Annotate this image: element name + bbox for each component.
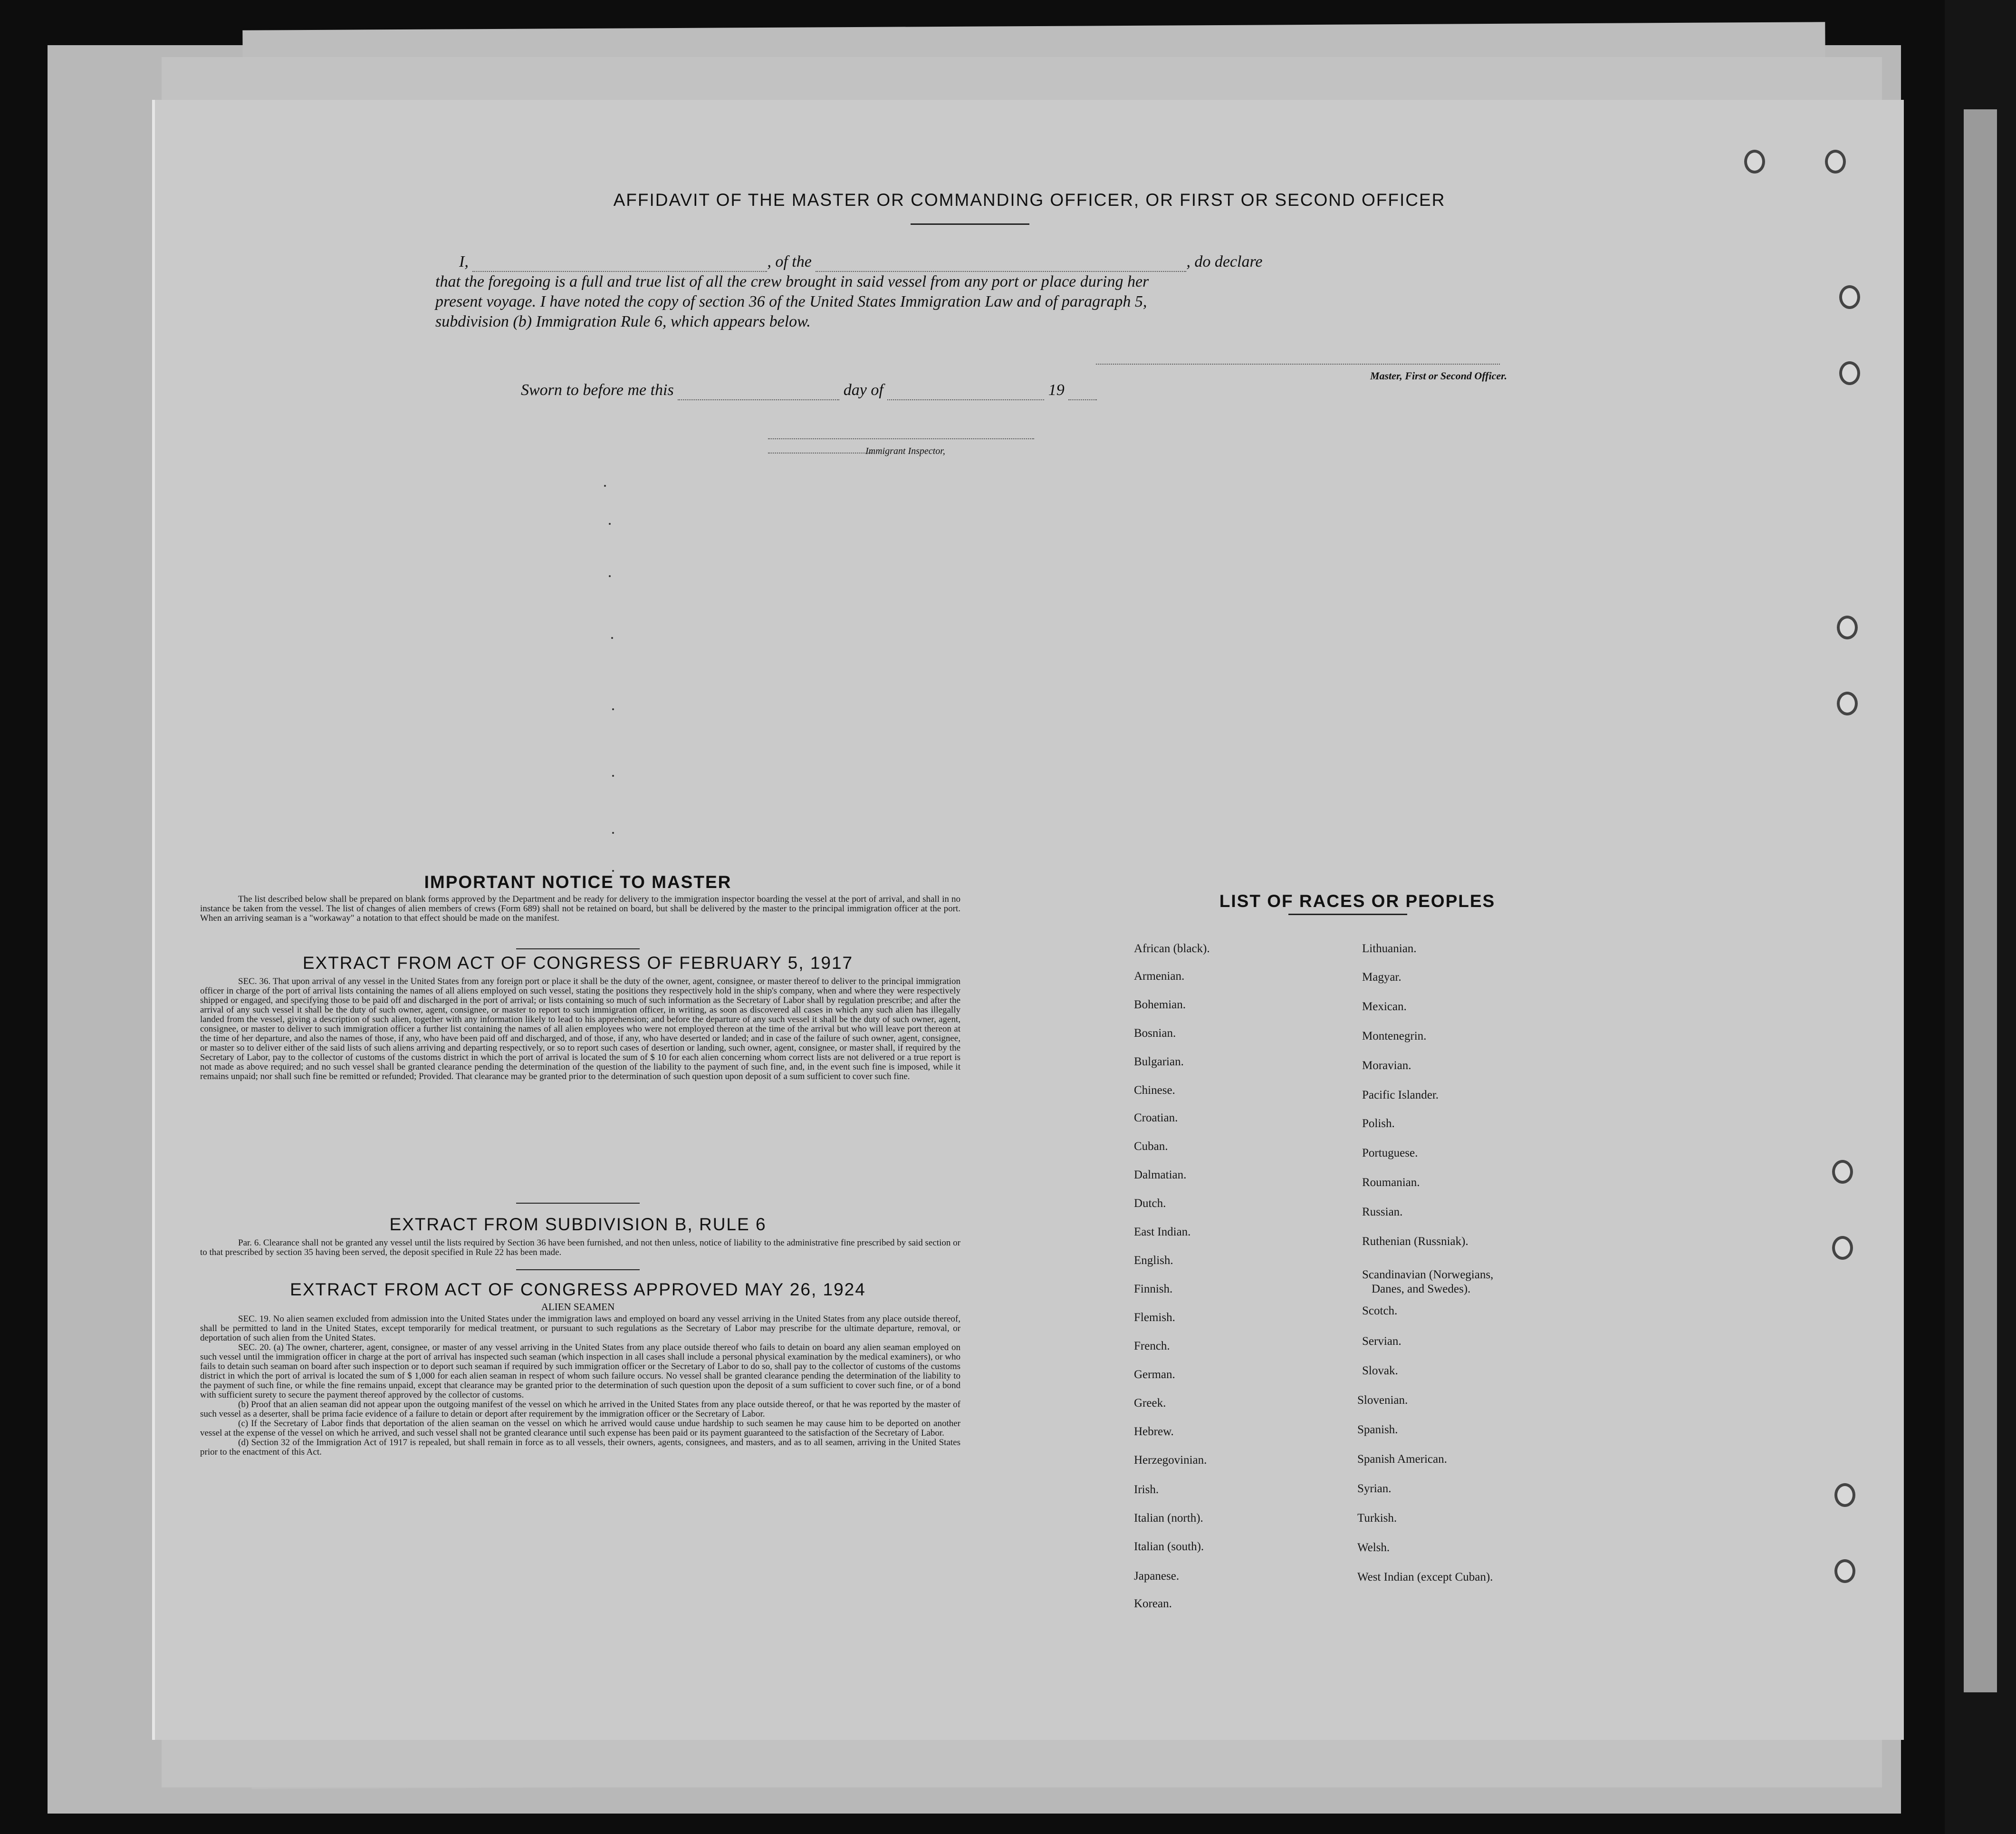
punch-hole: [1834, 1559, 1855, 1583]
extract1924-body: [200, 1314, 960, 1457]
race-item: Dutch.: [1134, 1197, 1166, 1210]
vessel-blank: [816, 259, 1186, 272]
punch-hole: [1832, 1236, 1853, 1260]
signature-line: [1096, 364, 1500, 365]
race-item: German.: [1134, 1368, 1175, 1381]
race-item: Spanish American.: [1357, 1453, 1447, 1466]
divider: [516, 948, 640, 949]
race-item: Hebrew.: [1134, 1425, 1174, 1438]
sec19-para: SEC. 19. No alien seamen excluded from admission into the United States under the immigration laws and employed on board any vessel arriving in the United States from any place outside thereof, shall be permitted to land in the United States, except temporarily for medical treatment, or pursuant to such regulations as the Secretary of Labor may prescribe for the ultimate departure, removal, or deportation of such alien from the United States.: [200, 1314, 960, 1343]
race-item: Pacific Islander.: [1362, 1089, 1439, 1101]
affidavit-line3: present voyage. I have noted the copy of section 36 of the United States Immigration Law and of paragraph 5,: [435, 293, 1147, 310]
affidavit-line4: subdivision (b) Immigration Rule 6, which appears below.: [435, 313, 811, 330]
speck: [609, 575, 611, 577]
race-item: Bohemian.: [1134, 998, 1186, 1011]
speck: [612, 775, 614, 777]
punch-hole: [1744, 150, 1765, 174]
race-item-continuation: Danes, and Swedes).: [1372, 1283, 1471, 1295]
day-blank: [678, 387, 839, 400]
divider: [516, 1269, 640, 1270]
affidavit-line2: that the foregoing is a full and true list of all the crew brought in said vessel from any port or place during her: [435, 273, 1149, 290]
notice-title: IMPORTANT NOTICE TO MASTER: [424, 872, 732, 892]
race-item: Montenegrin.: [1362, 1030, 1427, 1042]
signature-label: Master, First or Second Officer.: [1370, 370, 1507, 382]
sec20c-para: (c) If the Secretary of Labor finds that deportation of the alien seaman on the vessel on which he arrived would cause undue hardship to such seamen he may cause him to be deported on another vessel at the expense of the vessel on which he arrived, and such vessel shall not be granted clearance until such expense has been paid or its payment guaranteed to the satisfaction of the Secretary of Labor.: [200, 1419, 960, 1438]
sec20d-para: (d) Section 32 of the Immigration Act of 1917 is repealed, but shall remain in force as to all vessels, their owners, agents, consignees, and masters, and as to all seamen, arriving in the United States prior to the enactment of this Act.: [200, 1438, 960, 1457]
punch-hole: [1839, 361, 1860, 385]
race-item: Bosnian.: [1134, 1027, 1176, 1040]
race-item: Magyar.: [1362, 971, 1402, 984]
extract1924-subtitle: ALIEN SEAMEN: [541, 1301, 615, 1313]
affidavit-text: [435, 252, 1509, 332]
punch-hole: [1825, 150, 1846, 174]
race-item: Italian (north).: [1134, 1512, 1203, 1525]
speck: [611, 637, 613, 639]
race-item: Turkish.: [1357, 1512, 1397, 1525]
races-title: LIST OF RACES OR PEOPLES: [1219, 891, 1496, 911]
extract1917-body: SEC. 36. That upon arrival of any vessel in the United States from any foreign port or place it shall be the duty of the owner, agent, consignee, or master thereof to deliver to the principal immigration officer in charge of the port of arrival lists containing the names of all aliens employed on such vessel, stating the positions they respectively hold in the ship's company, when and where they were respectively shipped or engaged, and specifying those to be paid off and discharged in the port of arrival; or lists containing so much of such information as the Secretary of Labor shall by regulation prescribe; and after the arrival of any such vessel it shall be the duty of such owner, agent, consignee, or master to report to such immigration officer, in writing, as soon as discovered all cases in which any such alien has illegally landed from the vessel, giving a description of such alien, together with any information likely to lead to his apprehension; and before the departure of any such vessel it shall be the duty of such owner, agent, consignee, or master to deliver to such immigration officer a further list containing the names of all alien employees who were not employed thereon at the time of the arrival but who will leave port thereon at the time of her departure, and also the names of those, if any, who have been paid off and discharged, and of those, if any, who have deserted or landed; and in case of the failure of such owner, agent, consignee, or master so to deliver either of the said lists of such aliens arriving and departing respectively, or so to report such cases of desertion or landing, such owner, agent, consignee, or master shall, if required by the Secretary of Labor, pay to the collector of customs of the customs district in which the port of arrival is located the sum of $ 10 for each alien concerning whom correct lists are not delivered or a true report is not made as above required; and no such vessel shall be granted clearance pending the determination of the question of the liability to the payment of such fine, and, in the event such fine is imposed, while it remains unpaid; nor shall such fine be remitted or refunded; Provided. That clearance may be granted prior to the determination of such question upon deposit of a sum sufficient to cover such fine.: [200, 976, 960, 1081]
race-item: Japanese.: [1134, 1570, 1180, 1583]
races-title-rule: [1288, 914, 1407, 915]
race-item: Herzegovinian.: [1134, 1454, 1207, 1467]
race-item: Korean.: [1134, 1597, 1172, 1610]
punch-hole: [1837, 616, 1858, 639]
do-declare-label: , do declare: [1186, 253, 1263, 270]
race-item: Portuguese.: [1362, 1147, 1418, 1159]
race-item: Lithuanian.: [1362, 942, 1417, 955]
race-item: Cuban.: [1134, 1140, 1168, 1153]
binder-edge: [1945, 0, 2016, 1834]
race-item: Chinese.: [1134, 1084, 1175, 1097]
race-item: Mexican.: [1362, 1000, 1407, 1013]
extract1924-title: EXTRACT FROM ACT OF CONGRESS APPROVED MAY 26, 1924: [290, 1280, 866, 1299]
race-item: Croatian.: [1134, 1111, 1178, 1124]
sec20a-para: SEC. 20. (a) The owner, charterer, agent, consignee, or master of any vessel arriving in the United States from any place outside thereof who fails to detain on board any alien seaman employed on such vessel until the immigration officer in charge at the port of arrival has inspected such seaman (which inspection in all cases shall include a personal physical examination by the medical examiners), or who fails to detain such seaman on board after such inspection or to deport such seaman if required by such immigration officer or the Secretary of Labor to do so, shall pay to the collector of customs of the customs district in which the port of arrival is located the sum of $ 1,000 for each alien seaman in respect of whom such failure occurs. No vessel shall be granted clearance pending the determination of the liability to the payment of such fine, or while the fine remains unpaid, except that clearance may be granted prior to the determination of such question upon the deposit of a sum sufficient to cover such fine, or of a bond with sufficient surety to secure the payment thereof approved by the collector of customs.: [200, 1342, 960, 1400]
subdivision-body: Par. 6. Clearance shall not be granted any vessel until the lists required by Section 36 have been furnished, and not then unless, notice of liability to the administrative fine prescribed by said section or to that prescribed by section 35 having been served, the deposit specified in Rule 22 has been made.: [200, 1238, 960, 1257]
punch-hole: [1839, 285, 1860, 309]
race-item: Finnish.: [1134, 1283, 1173, 1295]
manifest-page: [152, 100, 1904, 1740]
race-item: Syrian.: [1357, 1482, 1392, 1495]
race-item: Irish.: [1134, 1483, 1159, 1496]
race-item: French.: [1134, 1340, 1170, 1352]
race-item: Servian.: [1362, 1335, 1402, 1348]
race-item: Scotch.: [1362, 1304, 1398, 1317]
inspector-line: [768, 453, 873, 454]
of-the-label: , of the: [767, 253, 812, 270]
year-label: 19: [1048, 381, 1065, 399]
speck: [609, 523, 611, 525]
affidavit-title: AFFIDAVIT OF THE MASTER OR COMMANDING OFFICER, OR FIRST OR SECOND OFFICER: [613, 190, 1446, 210]
race-item: Slovak.: [1362, 1364, 1398, 1377]
divider: [516, 1203, 640, 1204]
race-item: Greek.: [1134, 1397, 1166, 1409]
race-item: East Indian.: [1134, 1226, 1191, 1238]
race-item: West Indian (except Cuban).: [1357, 1571, 1493, 1583]
sworn-label: Sworn to before me this: [521, 381, 674, 399]
race-item: Spanish.: [1357, 1423, 1398, 1436]
notice-body: The list described below shall be prepared on blank forms approved by the Department and be ready for delivery to the immigration inspector boarding the vessel at the port of arrival, and shall in no instance be taken from the vessel. The list of changes of alien members of crews (Form 689) shall not be retained on board, but shall be delivered by the master to the principal immigration officer at the port. When an arriving seaman is a "workaway" a notation to that effect should be made on the manifest.: [200, 894, 960, 923]
race-item: Polish.: [1362, 1117, 1395, 1130]
name-blank: [472, 259, 767, 272]
race-item: Dalmatian.: [1134, 1168, 1187, 1181]
speck: [612, 832, 614, 834]
race-item: Armenian.: [1134, 970, 1185, 983]
race-item: Slovenian.: [1357, 1394, 1408, 1407]
race-item: Bulgarian.: [1134, 1055, 1184, 1068]
subdivision-title: EXTRACT FROM SUBDIVISION B, RULE 6: [389, 1215, 767, 1234]
punch-hole: [1834, 1483, 1855, 1507]
race-item: Welsh.: [1357, 1541, 1390, 1554]
race-item: Russian.: [1362, 1206, 1403, 1218]
speck: [612, 870, 614, 872]
race-item: Scandinavian (Norwegians,: [1362, 1268, 1494, 1281]
race-item: Moravian.: [1362, 1059, 1411, 1072]
punch-hole: [1837, 692, 1858, 715]
month-blank: [887, 387, 1044, 400]
day-of-label: day of: [843, 381, 883, 399]
year-blank: [1068, 387, 1097, 400]
race-item: Ruthenian (Russniak).: [1362, 1235, 1469, 1248]
race-item: English.: [1134, 1254, 1173, 1267]
title-rule: [911, 223, 1029, 225]
race-item: Flemish.: [1134, 1311, 1175, 1324]
inspector-line: [768, 438, 1034, 439]
sec20b-para: (b) Proof that an alien seaman did not appear upon the outgoing manifest of the vessel on which he arrived in the United States from any place outside thereof, or that he was reported by the master of such vessel as a deserter, shall be prima facie evidence of a failure to detain or deport after requirement by the immigration officer or the Secretary of Labor.: [200, 1400, 960, 1419]
speck: [612, 708, 614, 710]
speck: [604, 485, 606, 487]
race-item: Roumanian.: [1362, 1176, 1420, 1189]
extract1917-title: EXTRACT FROM ACT OF CONGRESS OF FEBRUARY 5, 1917: [302, 953, 854, 973]
i-label: I,: [459, 253, 469, 270]
race-item: Italian (south).: [1134, 1540, 1204, 1553]
inspector-label: Immigrant Inspector,: [865, 446, 945, 456]
sworn-line: [521, 380, 1097, 400]
punch-hole: [1832, 1160, 1853, 1184]
race-item: African (black).: [1134, 942, 1210, 955]
